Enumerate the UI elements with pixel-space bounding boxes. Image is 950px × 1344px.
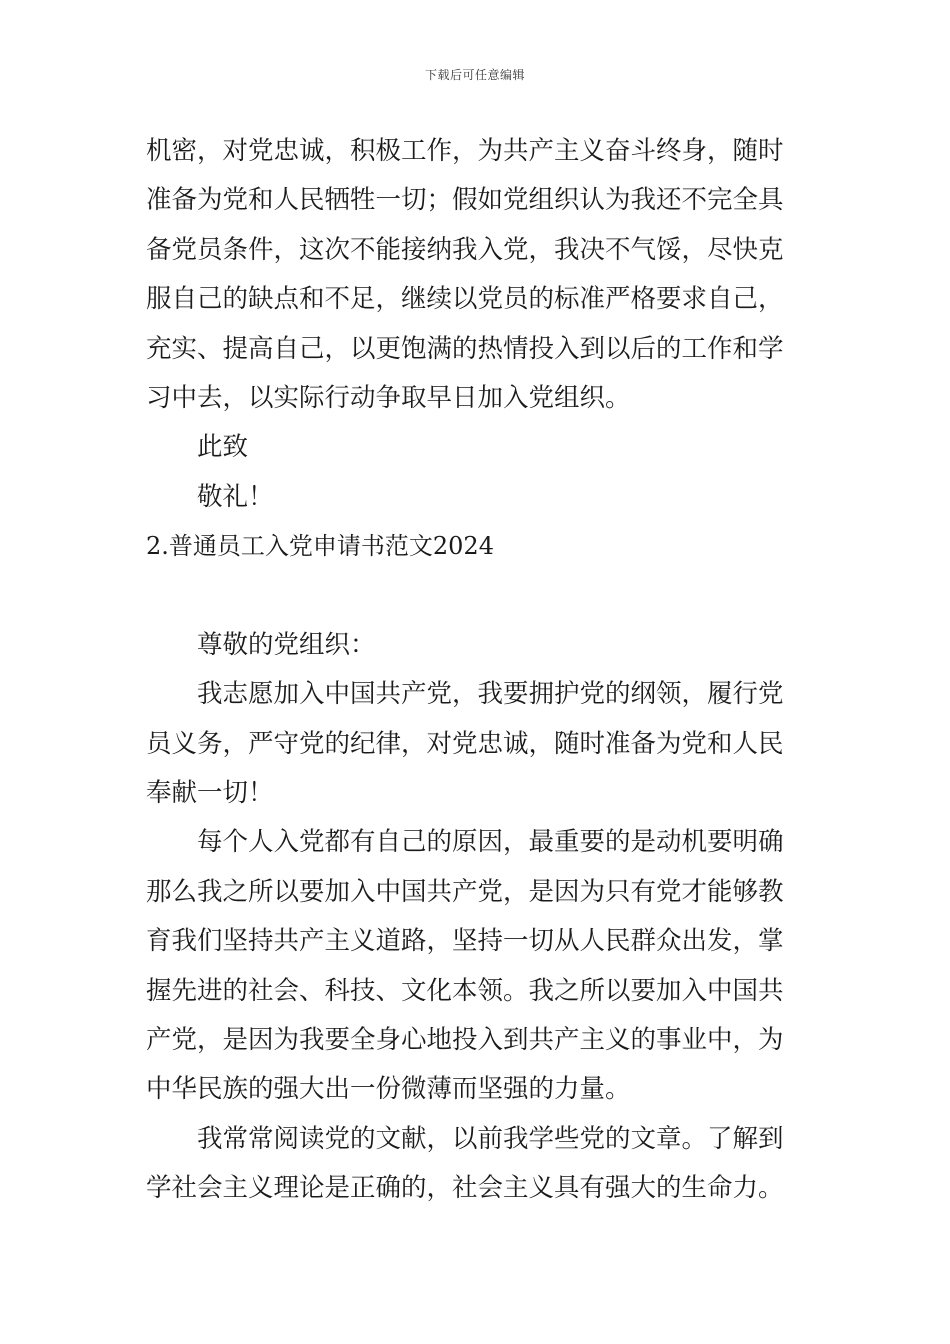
closing-ci-zhi: 此致: [197, 432, 249, 463]
text-line: 那么我之所以要加入中国共产党，是因为只有党才能够教: [146, 876, 784, 907]
text-line: 机密，对党忠诚，积极工作，为共产主义奋斗终身，随时: [146, 136, 784, 166]
blank-line: [146, 572, 812, 621]
text-line: 服自己的缺点和不足，继续以党员的标准严格要求自己，: [146, 284, 784, 315]
salutation: 尊敬的党组织：: [197, 629, 376, 660]
text-line: 握先进的社会、科技、文化本领。我之所以要加入中国共: [146, 975, 784, 1006]
text-line: 习中去，以实际行动争取早日加入党组织。: [146, 382, 631, 413]
closing-jing-li: 敬礼！: [197, 481, 274, 512]
header-note: 下载后可任意编辑: [424, 68, 525, 82]
text-line: 员义务，严守党的纪律，对党忠诚，随时准备为党和人民: [146, 728, 784, 759]
paragraph-4: [146, 1115, 812, 1214]
paragraph-1: [146, 127, 812, 423]
text-line: 我常常阅读党的文献，以前我学些党的文章。了解到: [197, 1123, 784, 1154]
paragraph-3: [146, 818, 812, 1114]
paragraph-2: [146, 670, 812, 818]
text-line: 充实、提高自己，以更饱满的热情投入到以后的工作和学: [146, 333, 784, 364]
text-line: 奉献一切！: [146, 778, 274, 809]
document-body: [146, 127, 812, 1214]
text-line: 中华民族的强大出一份微薄而坚强的力量。: [146, 1074, 631, 1105]
text-line: 每个人入党都有自己的原因，最重要的是动机要明确: [197, 827, 784, 858]
text-line: 备党员条件，这次不能接纳我入党，我决不气馁，尽快克: [146, 234, 784, 265]
section-heading: 2.普通员工入党申请书范文2024: [146, 532, 494, 561]
text-line: 育我们坚持共产主义道路，坚持一切从人民群众出发，掌: [146, 926, 784, 957]
text-line: 产党，是因为我要全身心地投入到共产主义的事业中，为: [146, 1025, 784, 1056]
text-line: 准备为党和人民牺牲一切；假如党组织认为我还不完全具: [146, 185, 784, 216]
text-line: 我志愿加入中国共产党，我要拥护党的纲领，履行党: [197, 679, 784, 710]
text-line: 学社会主义理论是正确的，社会主义具有强大的生命力。: [146, 1173, 784, 1204]
